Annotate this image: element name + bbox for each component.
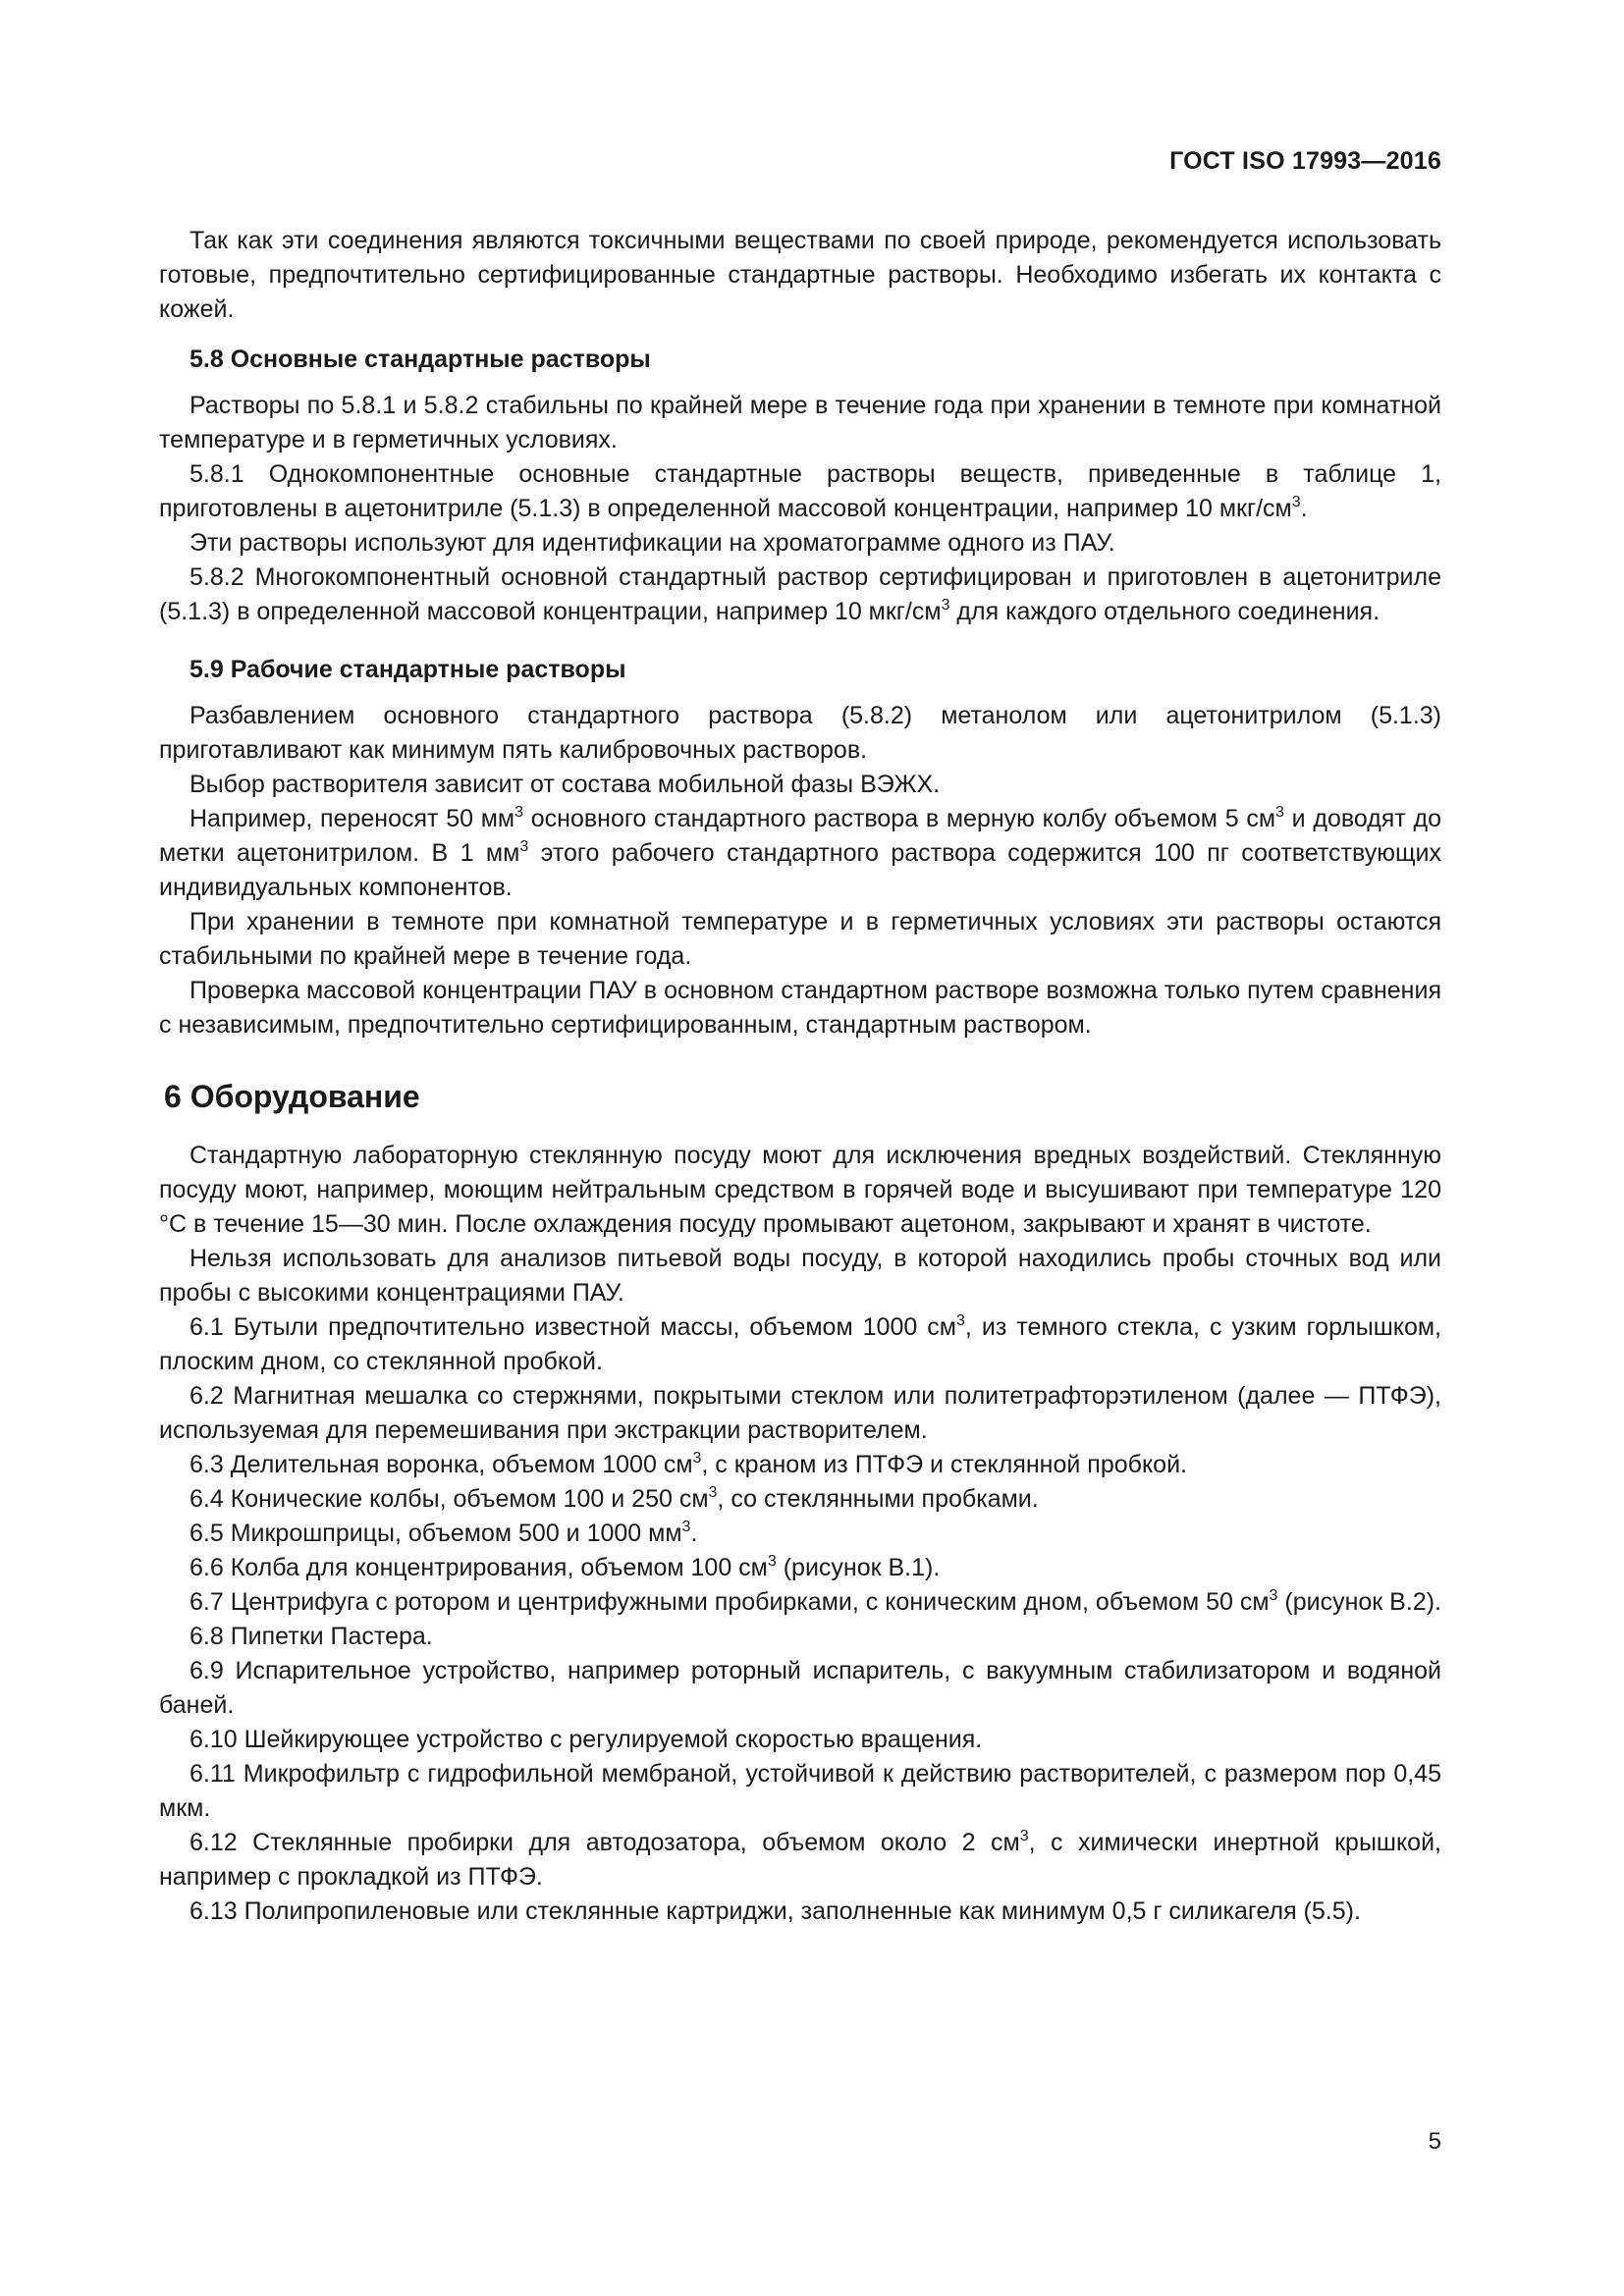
page-content xyxy=(159,224,1441,1929)
clause-6-7: 6.7 Центрифуга с ротором и центрифужными пробирками, с коническим дном, объемом 50 $см^3$ (рисунок В.2). xyxy=(189,1587,1441,1616)
section-5-9-heading: 5.9 Рабочие стандартные растворы xyxy=(189,656,626,683)
clause-6-8: 6.8 Пипетки Пастера. xyxy=(189,1623,433,1650)
paragraph: Например, переносят 50 $мм^3$ основного стандартного раствора в мерную колбу объемом 5 $см^3$ и доводят до метки ацетонитрилом. В 1 $мм^3$ этого рабочего стандартного раствора содержится 100 пг соответствующих индивидуальных компонентов. xyxy=(159,804,1441,901)
section-6-heading: 6 Оборудование xyxy=(164,1079,420,1114)
clause-6-12: 6.12 Стеклянные пробирки для автодозатора, объемом около 2 $см^3$, с химически инертной крышкой, например с прокладкой из ПТФЭ. xyxy=(159,1828,1441,1891)
standard-code-header: ГОСТ ISO 17993—2016 xyxy=(1169,147,1441,175)
paragraph: Нельзя использовать для анализов питьевой воды посуду, в которой находились пробы сточных вод или пробы с высокими концентрациями ПАУ. xyxy=(159,1245,1441,1307)
clause-6-1: 6.1 Бутыли предпочтительно известной массы, объемом 1000 $см^3$, из темного стекла, с узким горлышком, плоским дном, со стеклянной пробкой. xyxy=(159,1312,1442,1375)
paragraph: Проверка массовой концентрации ПАУ в основном стандартном растворе возможна только путем сравнения с независимым, предпочтительно сертифицированным, стандартным раствором. xyxy=(159,977,1441,1039)
clause-5-8-2: 5.8.2 Многокомпонентный основной стандартный раствор сертифицирован и приготовлен в ацетонитриле (5.1.3) в определенной массовой концентрации, например 10 мкг/$см^3$ для каждого отдельного соединения. xyxy=(159,563,1441,625)
paragraph: При хранении в темноте при комнатной температуре и в герметичных условиях эти растворы остаются стабильными по крайней мере в течение года. xyxy=(159,908,1441,970)
paragraph: Выбор растворителя зависит от состава мобильной фазы ВЭЖХ. xyxy=(189,771,941,798)
clause-6-2: 6.2 Магнитная мешалка со стержнями, покрытыми стеклом или политетрафторэтиленом (далее — ПТФЭ), используемая для перемешивания при экстракции растворителем. xyxy=(159,1382,1441,1444)
clause-5-8-1: 5.8.1 Однокомпонентные основные стандартные растворы веществ, приведенные в таблице 1, приготовлены в ацетонитриле (5.1.3) в определенной массовой концентрации, например 10 мкг/$см^3$. xyxy=(159,460,1441,522)
section-5-8-heading: 5.8 Основные стандартные растворы xyxy=(189,346,651,373)
paragraph: Разбавлением основного стандартного раствора (5.8.2) метанолом или ацетонитрилом (5.1.3) приготавливают как минимум пять калибровочных растворов. xyxy=(159,702,1441,764)
page-number: 5 xyxy=(1428,2128,1441,2155)
paragraph: Растворы по 5.8.1 и 5.8.2 стабильны по крайней мере в течение года при хранении в темноте при комнатной температуре и в герметичных условиях. xyxy=(159,392,1441,454)
clause-6-3: 6.3 Делительная воронка, объемом 1000 $см^3$, с краном из ПТФЭ и стеклянной пробкой. xyxy=(189,1450,1187,1478)
intro-paragraph: Так как эти соединения являются токсичными веществами по своей природе, рекомендуется использовать готовые, предпочтительно сертифицированные стандартные растворы. Необходимо избегать их контакта с кожей. xyxy=(159,227,1441,323)
clause-6-9: 6.9 Испарительное устройство, например роторный испаритель, с вакуумным стабилизатором и водяной баней. xyxy=(159,1657,1441,1719)
clause-6-10: 6.10 Шейкирующее устройство с регулируемой скоростью вращения. xyxy=(189,1726,983,1753)
clause-6-6: 6.6 Колба для концентрирования, объемом 100 $см^3$ (рисунок В.1). xyxy=(189,1553,941,1581)
clause-6-5: 6.5 Микрошприцы, объемом 500 и 1000 $мм^3$. xyxy=(189,1519,698,1547)
clause-6-13: 6.13 Полипропиленовые или стеклянные картриджи, заполненные как минимум 0,5 г силикагеля (5.5). xyxy=(189,1897,1361,1925)
clause-6-4: 6.4 Конические колбы, объемом 100 и 250 $см^3$, со стеклянными пробками. xyxy=(189,1484,1039,1513)
paragraph: Эти растворы используют для идентификации на хроматограмме одного из ПАУ. xyxy=(189,529,1115,557)
clause-6-11: 6.11 Микрофильтр с гидрофильной мембраной, устойчивой к действию растворителей, с размером пор 0,45 мкм. xyxy=(159,1760,1441,1822)
paragraph: Стандартную лабораторную стеклянную посуду моют для исключения вредных воздействий. Стеклянную посуду моют, например, моющим нейтральным средством в горячей воде и высушивают при температуре 120 °С в течение 15—30 мин. После охлаждения посуду промывают ацетоном, закрывают и хранят в чистоте. xyxy=(159,1142,1441,1238)
